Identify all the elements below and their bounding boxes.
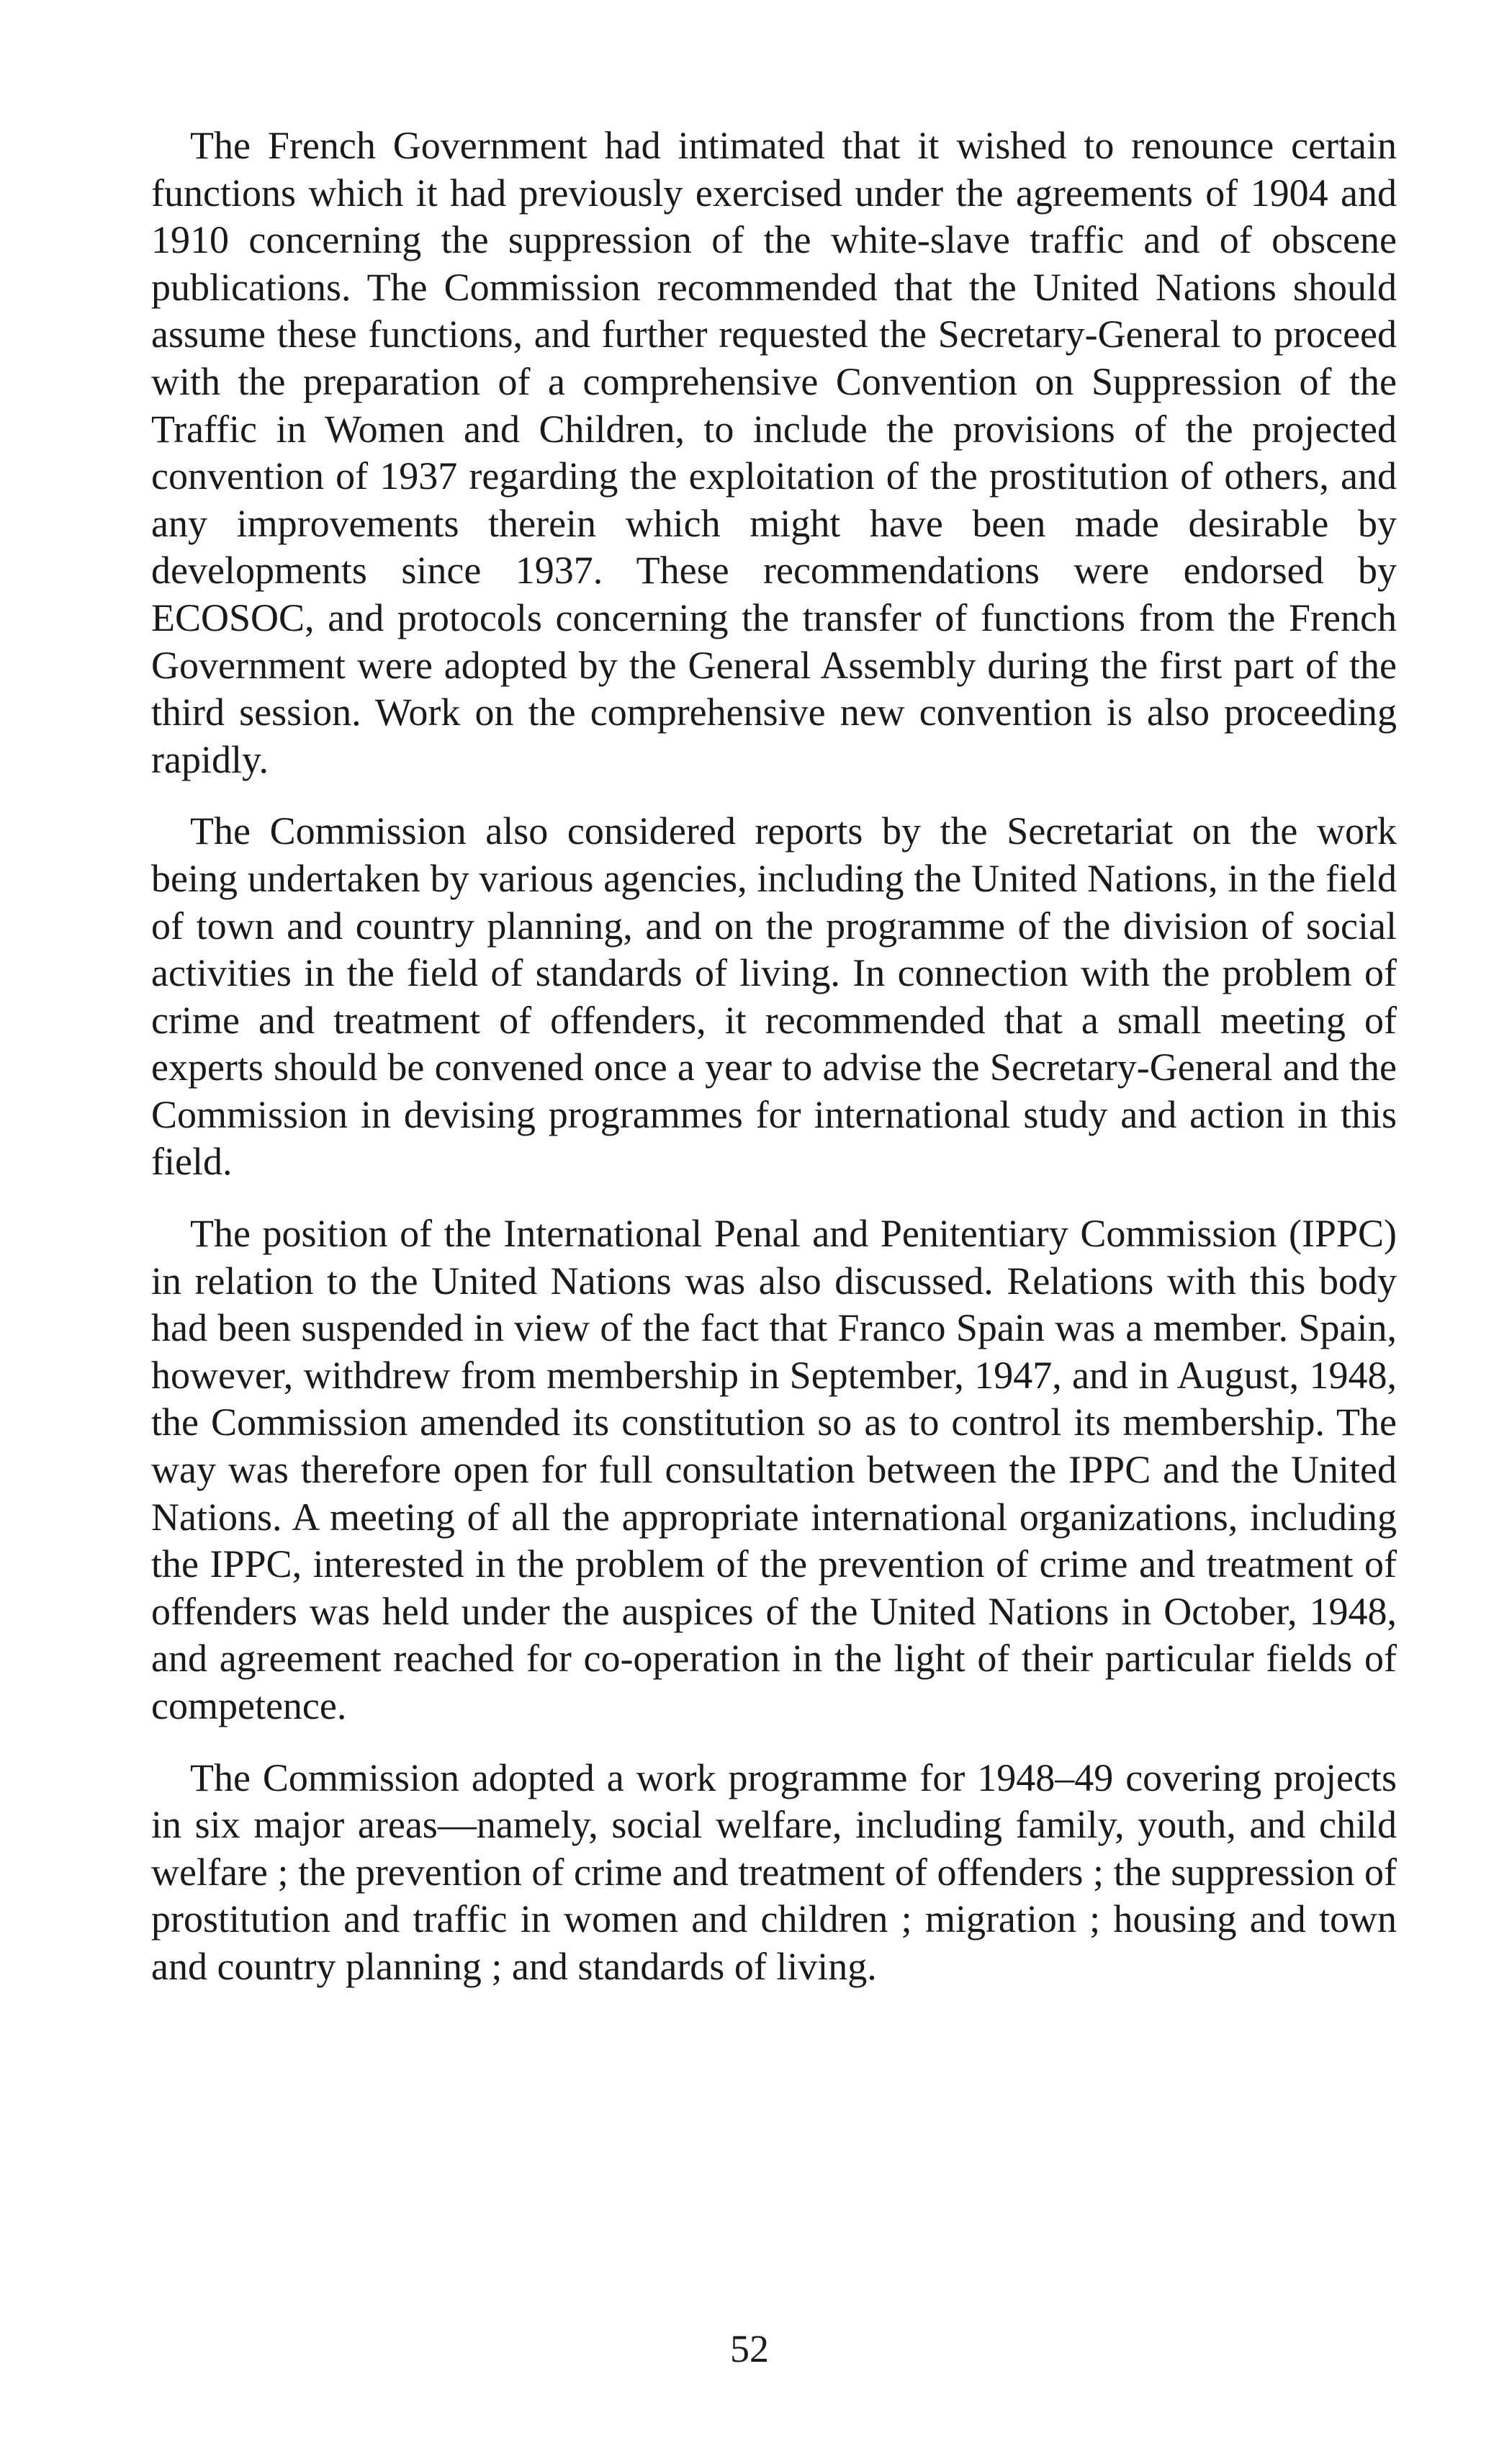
paragraph-french-government: The French Government had intimated that it wished to renounce certain functions which it had previously exercised under the agreements of 1904 and 1910 concerning the suppression of the white-slave traffic and of obscene publications. The Commission recommended that the United Nations should assume these functions, and further requested the Secretary-General to proceed with the preparation of a comprehensive Convention on Suppression of the Traffic in Women and Children, to include the provisions of the projected convention of 1937 regarding the exploitation of the prostitution of others, and any improvements therein which might have been made desirable by developments since 1937. These recommendations were endorsed by ECOSOC, and protocols concerning the transfer of functions from the French Government were adopted by the General Assembly during the first part of the third session. Work on the comprehensive new convention is also proceeding rapidly. (151, 124, 1397, 781)
paragraph-work-programme: The Commission adopted a work programme for 1948–49 covering projects in six major areas—namely, social welfare, including family, youth, and child welfare ; the prevention of crime and treatment of offenders ; the suppression of prostitution and traffic in women and children ; migration ; housing and town and country planning ; and standards of living. (151, 1755, 1397, 1988)
page-number: 52 (730, 2327, 769, 2370)
paragraph-ippc-position: The position of the International Penal and Penitentiary Commission (IPPC) in relation to the United Nations was also discussed. Relations with this body had been suspended in view of the fact that Franco Spain was a member. Spain, however, withdrew from membership in September, 1947, and in August, 1948, the Commission amended its constitution so as to control its membership. The way was therefore open for full consultation between the IPPC and the United Nations. A meeting of all the appropriate international organizations, including the IPPC, interested in the problem of the prevention of crime and treatment of offenders was held under the auspices of the United Nations in October, 1948, and agreement reached for co-operation in the light of their particular fields of competence. (151, 1212, 1397, 1727)
paragraph-secretariat-reports: The Commission also considered reports by the Secretariat on the work being undertaken by various agencies, including the United Nations, in the field of town and country planning, and on the programme of the division of social activities in the field of standards of living. In connection with the problem of crime and treatment of offenders, it recommended that a small meeting of experts should be convened once a year to advise the Secretary-General and the Commission in devising programmes for international study and action in this field. (151, 809, 1397, 1184)
page-body (151, 122, 1397, 2015)
